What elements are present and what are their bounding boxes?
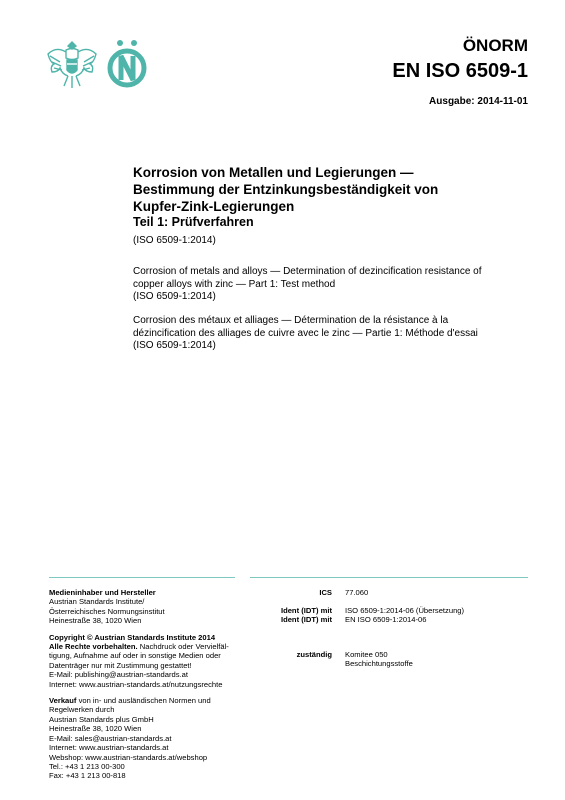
german-title-line: Kupfer-Zink-Legierungen: [133, 199, 295, 214]
responsible-value: [345, 650, 413, 669]
french-title-line: Corrosion des métaux et alliages — Détermination de la résistance à la: [133, 315, 449, 326]
sale-email: E-Mail: sales@austrian-standards.at: [49, 733, 172, 743]
rights-text: tigung, Aufnahme auf oder in sonstige Medien oder: [49, 651, 221, 661]
rights-reserved: Alle Rechte vorbehalten.: [49, 642, 138, 652]
sale-tel: Tel.: +43 1 213 00-300: [49, 761, 125, 771]
sale-text: von in- und ausländischen Normen und: [76, 696, 211, 706]
publisher-line: Heinestraße 38, 1020 Wien: [49, 616, 142, 626]
english-title-line: (ISO 6509-1:2014): [133, 291, 216, 302]
committee-topic: Beschichtungsstoffe: [345, 659, 413, 669]
sale-text: Regelwerken durch: [49, 705, 115, 715]
austrian-eagle-icon: [46, 38, 98, 90]
publisher-info: [49, 588, 249, 788]
french-title-line: (ISO 6509-1:2014): [133, 340, 216, 351]
publisher-internet: Internet: www.austrian-standards.at/nutzungsrechte: [49, 679, 223, 689]
norm-label: ÖNORM: [462, 36, 528, 55]
sale-text: Austrian Standards plus GmbH: [49, 714, 154, 724]
english-title: [133, 266, 493, 304]
iso-reference: (ISO 6509-1:2014): [133, 235, 216, 246]
ident-label: Ident (IDT) mit: [280, 615, 332, 625]
publisher-line: Austrian Standards Institute/: [49, 597, 145, 607]
rights-text: Datenträger nur mit Zustimmung gestattet!: [49, 660, 192, 670]
divider-right: [250, 577, 528, 578]
sale-fax: Fax: +43 1 213 00-818: [49, 771, 126, 781]
committee: Komitee 050: [345, 650, 388, 659]
on-monogram-icon: [106, 38, 148, 90]
german-title-line: Bestimmung der Entzinkungsbeständigkeit von: [133, 182, 439, 197]
ics-label: ICS: [319, 588, 332, 597]
french-title-line: dézincification des alliages de cuivre avec le zinc — Partie 1: Méthode d'essai: [133, 327, 478, 339]
sale-heading: Verkauf: [49, 696, 77, 706]
ident-value: EN ISO 6509-1:2014-06: [345, 615, 427, 625]
ident-label: Ident (IDT) mit: [280, 606, 332, 615]
english-title-line: copper alloys with zinc — Part 1: Test method: [133, 278, 336, 290]
german-title-line: Korrosion von Metallen und Legierungen —: [133, 165, 414, 180]
rights-text: Nachdruck oder Vervielfäl-: [137, 642, 229, 652]
divider-left: [49, 577, 235, 578]
publisher-heading: Medieninhaber und Hersteller: [49, 588, 156, 597]
standard-number: EN ISO 6509-1: [392, 60, 528, 82]
german-title: [133, 164, 453, 215]
french-title: [133, 315, 493, 353]
ident-value: ISO 6509-1:2014-06 (Übersetzung): [345, 606, 465, 615]
sale-internet: Internet: www.austrian-standards.at: [49, 743, 169, 753]
ics-value: 77.060: [345, 588, 369, 597]
publisher-email: E-Mail: publishing@austrian-standards.at: [49, 670, 188, 680]
edition-date: Ausgabe: 2014-11-01: [429, 96, 528, 107]
english-title-line: Corrosion of metals and alloys — Determination of dezincification resistance of: [133, 266, 482, 277]
publisher-line: Österreichisches Normungsinstitut: [49, 606, 165, 616]
responsible-label: zuständig: [296, 650, 332, 659]
copyright: Copyright © Austrian Standards Institute 2014: [49, 632, 216, 642]
sale-text: Heinestraße 38, 1020 Wien: [49, 724, 142, 734]
sale-webshop: Webshop: www.austrian-standards.at/webshop: [49, 752, 208, 762]
part-title: Teil 1: Prüfverfahren: [133, 215, 254, 229]
